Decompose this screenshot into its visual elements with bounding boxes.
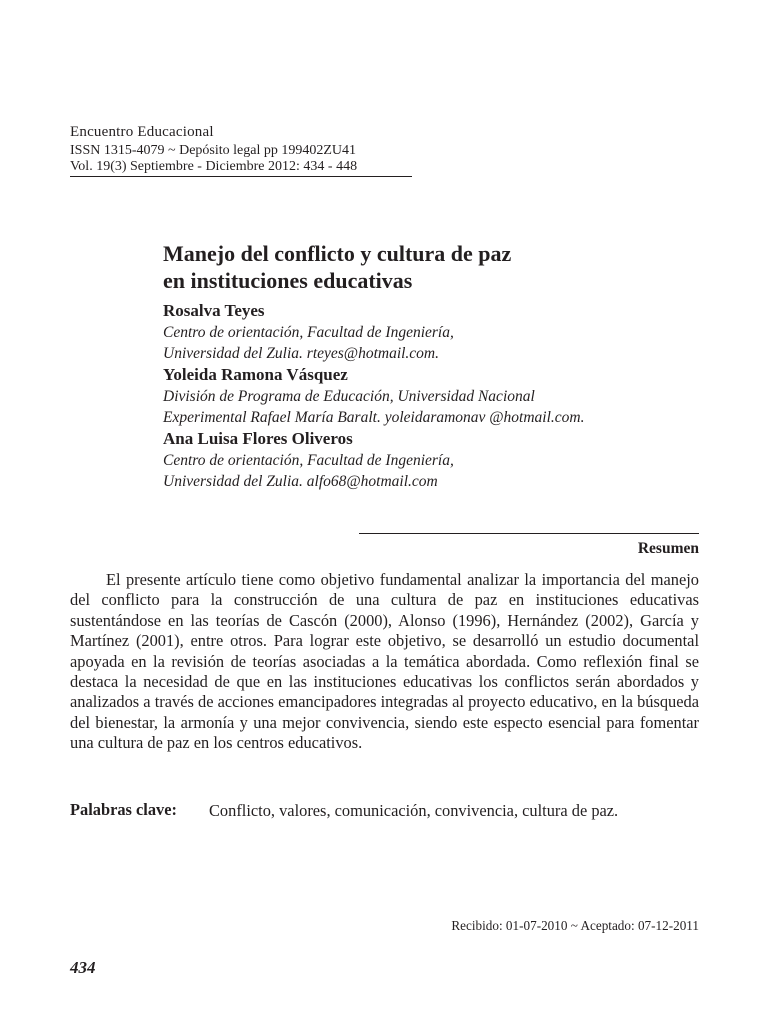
author-block (163, 300, 723, 364)
journal-name: Encuentro Educacional (70, 124, 214, 140)
author-block (163, 364, 723, 428)
article-title (163, 240, 511, 294)
title-line-1: Manejo del conflicto y cultura de paz (163, 241, 512, 266)
author-affiliation: Experimental Rafael María Baralt. yoleidaramonav @hotmail.com. (163, 409, 585, 426)
abstract-rule (359, 533, 699, 534)
author-block (163, 428, 723, 492)
abstract-text: El presente artículo tiene como objetivo fundamental analizar la importancia del manejo del conflicto para la construcción de una cultura de paz en instituciones educativas sustentándose en las teorías de Cascón (2000), Alonso (1996), Hernández (2002), García y Martínez (2001), entre otros. Para lograr este objetivo, se desarrolló un estudio documental apoyada en la revisión de teorías asociadas a la temática abordada. Como reflexión final se destaca la necesidad de que en las instituciones educativas los conflictos serán abordados y analizados a través de acciones emancipadores integradas al proyecto educativo, en la búsqueda del bienestar, la armonía y una mejor convivencia, siendo este especto esencial para fomentar una cultura de paz en los centros educativos. (70, 570, 699, 753)
author-name: Ana Luisa Flores Oliveros (163, 429, 353, 448)
keywords-text: Conflicto, valores, comunicación, convivencia, cultura de paz. (209, 801, 619, 820)
title-line-2: en instituciones educativas (163, 268, 413, 293)
keywords-label: Palabras clave: (70, 800, 177, 819)
author-affiliation: Centro de orientación, Facultad de Ingeniería, (163, 452, 454, 469)
author-name: Yoleida Ramona Vásquez (163, 365, 348, 384)
header-rule (70, 176, 412, 177)
author-list (163, 300, 723, 492)
author-affiliation: División de Programa de Educación, Universidad Nacional (163, 388, 535, 405)
abstract-heading: Resumen (637, 540, 699, 557)
issn-line: ISSN 1315-4079 ~ Depósito legal pp 199402ZU41 (70, 143, 357, 158)
page-number: 434 (70, 958, 96, 977)
author-affiliation: Universidad del Zulia. rteyes@hotmail.com. (163, 345, 440, 362)
author-name: Rosalva Teyes (163, 301, 265, 320)
author-affiliation: Centro de orientación, Facultad de Ingeniería, (163, 324, 454, 341)
received-accepted-dates: Recibido: 01-07-2010 ~ Aceptado: 07-12-2011 (451, 918, 699, 933)
author-affiliation: Universidad del Zulia. alfo68@hotmail.com (163, 473, 438, 490)
volume-line: Vol. 19(3) Septiembre - Diciembre 2012: 434 - 448 (70, 159, 358, 174)
